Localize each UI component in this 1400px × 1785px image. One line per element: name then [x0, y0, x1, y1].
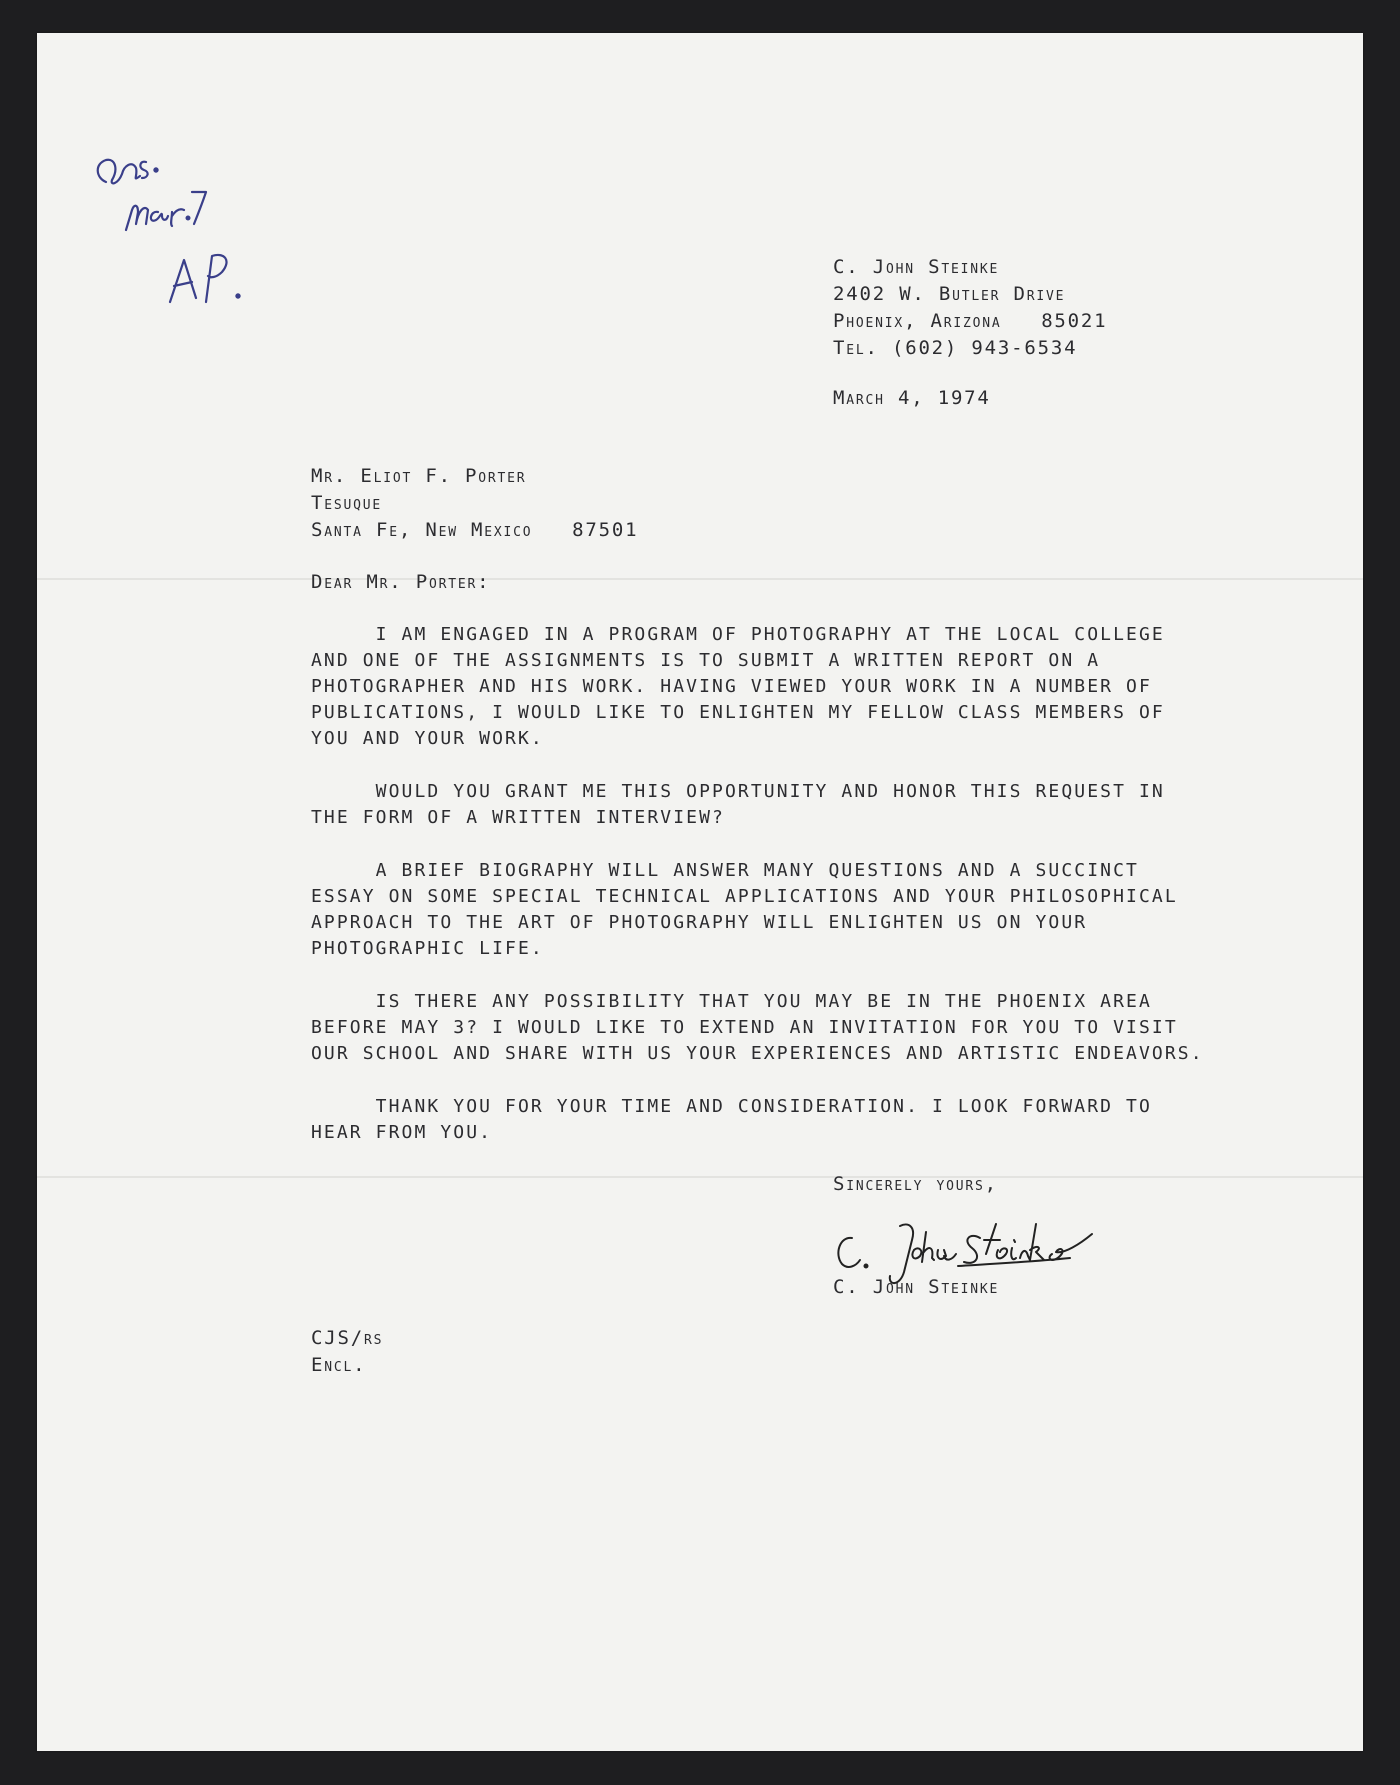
body-line: PHOTOGRAPHIC LIFE.	[311, 938, 544, 959]
sender-name: C. John Steinke	[833, 256, 1000, 278]
enclosure-note: Encl.	[311, 1354, 367, 1376]
body-line: BEFORE MAY 3? I WOULD LIKE TO EXTEND AN INVITATION FOR YOU TO VISIT	[311, 1017, 1178, 1038]
recipient-city: Santa Fe, New Mexico 87501	[311, 519, 639, 541]
sender-address-street: 2402 W. Butler Drive	[833, 283, 1066, 305]
sender-phone: Tel. (602) 943-6534	[833, 337, 1078, 359]
handwritten-annotation	[88, 120, 308, 320]
body-line: PHOTOGRAPHER AND HIS WORK. HAVING VIEWED YOUR WORK IN A NUMBER OF	[311, 676, 1152, 697]
body-line: YOU AND YOUR WORK.	[311, 728, 544, 749]
body-line: I AM ENGAGED IN A PROGRAM OF PHOTOGRAPHY AT THE LOCAL COLLEGE	[311, 624, 1165, 645]
body-line: ESSAY ON SOME SPECIAL TECHNICAL APPLICATIONS AND YOUR PHILOSOPHICAL	[311, 886, 1178, 907]
fold-line	[37, 1176, 1363, 1178]
salutation: Dear Mr. Porter:	[311, 571, 491, 593]
sender-address-city: Phoenix, Arizona 85021	[833, 310, 1108, 332]
body-line: PUBLICATIONS, I WOULD LIKE TO ENLIGHTEN MY FELLOW CLASS MEMBERS OF	[311, 702, 1165, 723]
typed-signature-name: C. John Steinke	[833, 1276, 1000, 1298]
body-line: A BRIEF BIOGRAPHY WILL ANSWER MANY QUESTIONS AND A SUCCINCT	[311, 860, 1139, 881]
body-line: APPROACH TO THE ART OF PHOTOGRAPHY WILL ENLIGHTEN US ON YOUR	[311, 912, 1088, 933]
reference-initials: CJS/rs	[311, 1327, 384, 1349]
recipient-name: Mr. Eliot F. Porter	[311, 465, 527, 487]
body-line: WOULD YOU GRANT ME THIS OPPORTUNITY AND HONOR THIS REQUEST IN	[311, 781, 1165, 802]
body-line: OUR SCHOOL AND SHARE WITH US YOUR EXPERIENCES AND ARTISTIC ENDEAVORS.	[311, 1043, 1204, 1064]
body-line: HEAR FROM YOU.	[311, 1122, 493, 1143]
body-line: THE FORM OF A WRITTEN INTERVIEW?	[311, 807, 725, 828]
body-line: IS THERE ANY POSSIBILITY THAT YOU MAY BE IN THE PHOENIX AREA	[311, 991, 1152, 1012]
recipient-town: Tesuque	[311, 492, 382, 514]
body-line: AND ONE OF THE ASSIGNMENTS IS TO SUBMIT A WRITTEN REPORT ON A	[311, 650, 1101, 671]
letter-date: March 4, 1974	[833, 387, 991, 409]
fold-line	[37, 578, 1363, 580]
closing: Sincerely yours,	[833, 1173, 998, 1195]
body-line: THANK YOU FOR YOUR TIME AND CONSIDERATION. I LOOK FORWARD TO	[311, 1096, 1152, 1117]
